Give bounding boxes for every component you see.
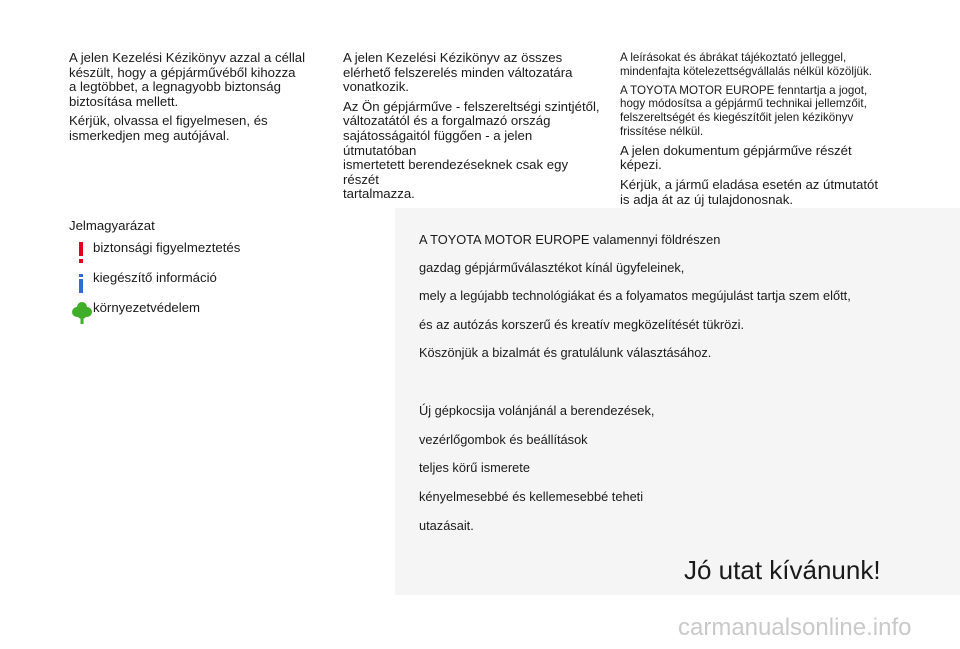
watermark: carmanualsonline.info: [678, 614, 912, 641]
closing-greeting: Jó utat kívánunk!: [684, 555, 881, 585]
legend-item-environment: [69, 299, 369, 329]
legend-item-label: biztonsági figyelmeztetés: [93, 240, 241, 255]
tree-icon: [72, 301, 90, 325]
intro-paragraph: A jelen Kezelési Kézikönyv azzal a céllal készült, hogy a gépjárművéből kihozza a legtöbbet, a legnagyobb biztonság biztosítása mellett.: [69, 50, 306, 109]
intro-paragraph: Az Ön gépjárműve - felszereltségi szintjétől, változatától és a forgalmazó ország sajátosságaitól függően - a jelen útmutatóban ismertetett berendezéseknek csak egy részét tartalmazza.: [343, 98, 600, 202]
welcome-line: teljes körű ismerete: [419, 460, 530, 475]
info-icon: [72, 271, 90, 295]
welcome-line: Új gépkocsija volánjánál a berendezések,: [419, 403, 655, 418]
intro-column-3: [620, 51, 885, 212]
welcome-line: mely a legújabb technológiákat és a folyamatos megújulást tartja szem előtt,: [419, 288, 851, 303]
legend-item-label: kiegészítő információ: [93, 270, 217, 285]
disclaimer-paragraph: A leírásokat és ábrákat tájékoztató jelleggel, mindenfajta kötelezettségvállalás nélkül közöljük.: [620, 51, 872, 78]
disclaimer-paragraph: A TOYOTA MOTOR EUROPE fenntartja a jogot, hogy módosítsa a gépjármű technikai jellemzőit, felszereltségét és kiegészítőit jelen kézikönyv frissítése nélkül.: [620, 83, 868, 138]
intro-paragraph: A jelen Kezelési Kézikönyv az összes elérhető felszerelés minden változatára vonatkozik.: [343, 50, 573, 95]
legend-item-info: [69, 269, 369, 299]
legend-item-label: környezetvédelem: [93, 300, 201, 315]
intro-paragraph: A jelen dokumentum gépjárműve részét képezi.: [620, 142, 852, 173]
intro-column-1: [69, 51, 319, 149]
welcome-line: Köszönjük a bizalmát és gratulálunk választásához.: [419, 345, 712, 360]
welcome-panel: [395, 208, 960, 595]
intro-paragraph: Kérjük, a jármű eladása esetén az útmutatót is adja át az új tulajdonosnak.: [620, 176, 879, 207]
welcome-line: A TOYOTA MOTOR EUROPE valamennyi földrészen: [419, 232, 721, 247]
intro-column-2: [343, 51, 605, 207]
legend-item-safety: [69, 239, 369, 269]
legend: [69, 218, 369, 329]
welcome-line: vezérlőgombok és beállítások: [419, 432, 588, 447]
welcome-line: gazdag gépjárműválasztékot kínál ügyfeleinek,: [419, 260, 685, 275]
legend-title: Jelmagyarázat: [69, 218, 155, 233]
exclamation-icon: [72, 241, 90, 265]
welcome-line: és az autózás korszerű és kreatív megközelítését tükrözi.: [419, 317, 745, 332]
welcome-line: utazásait.: [419, 518, 474, 533]
welcome-line: kényelmesebbé és kellemesebbé teheti: [419, 489, 644, 504]
intro-paragraph: Kérjük, olvassa el figyelmesen, és ismerkedjen meg autójával.: [69, 113, 268, 143]
